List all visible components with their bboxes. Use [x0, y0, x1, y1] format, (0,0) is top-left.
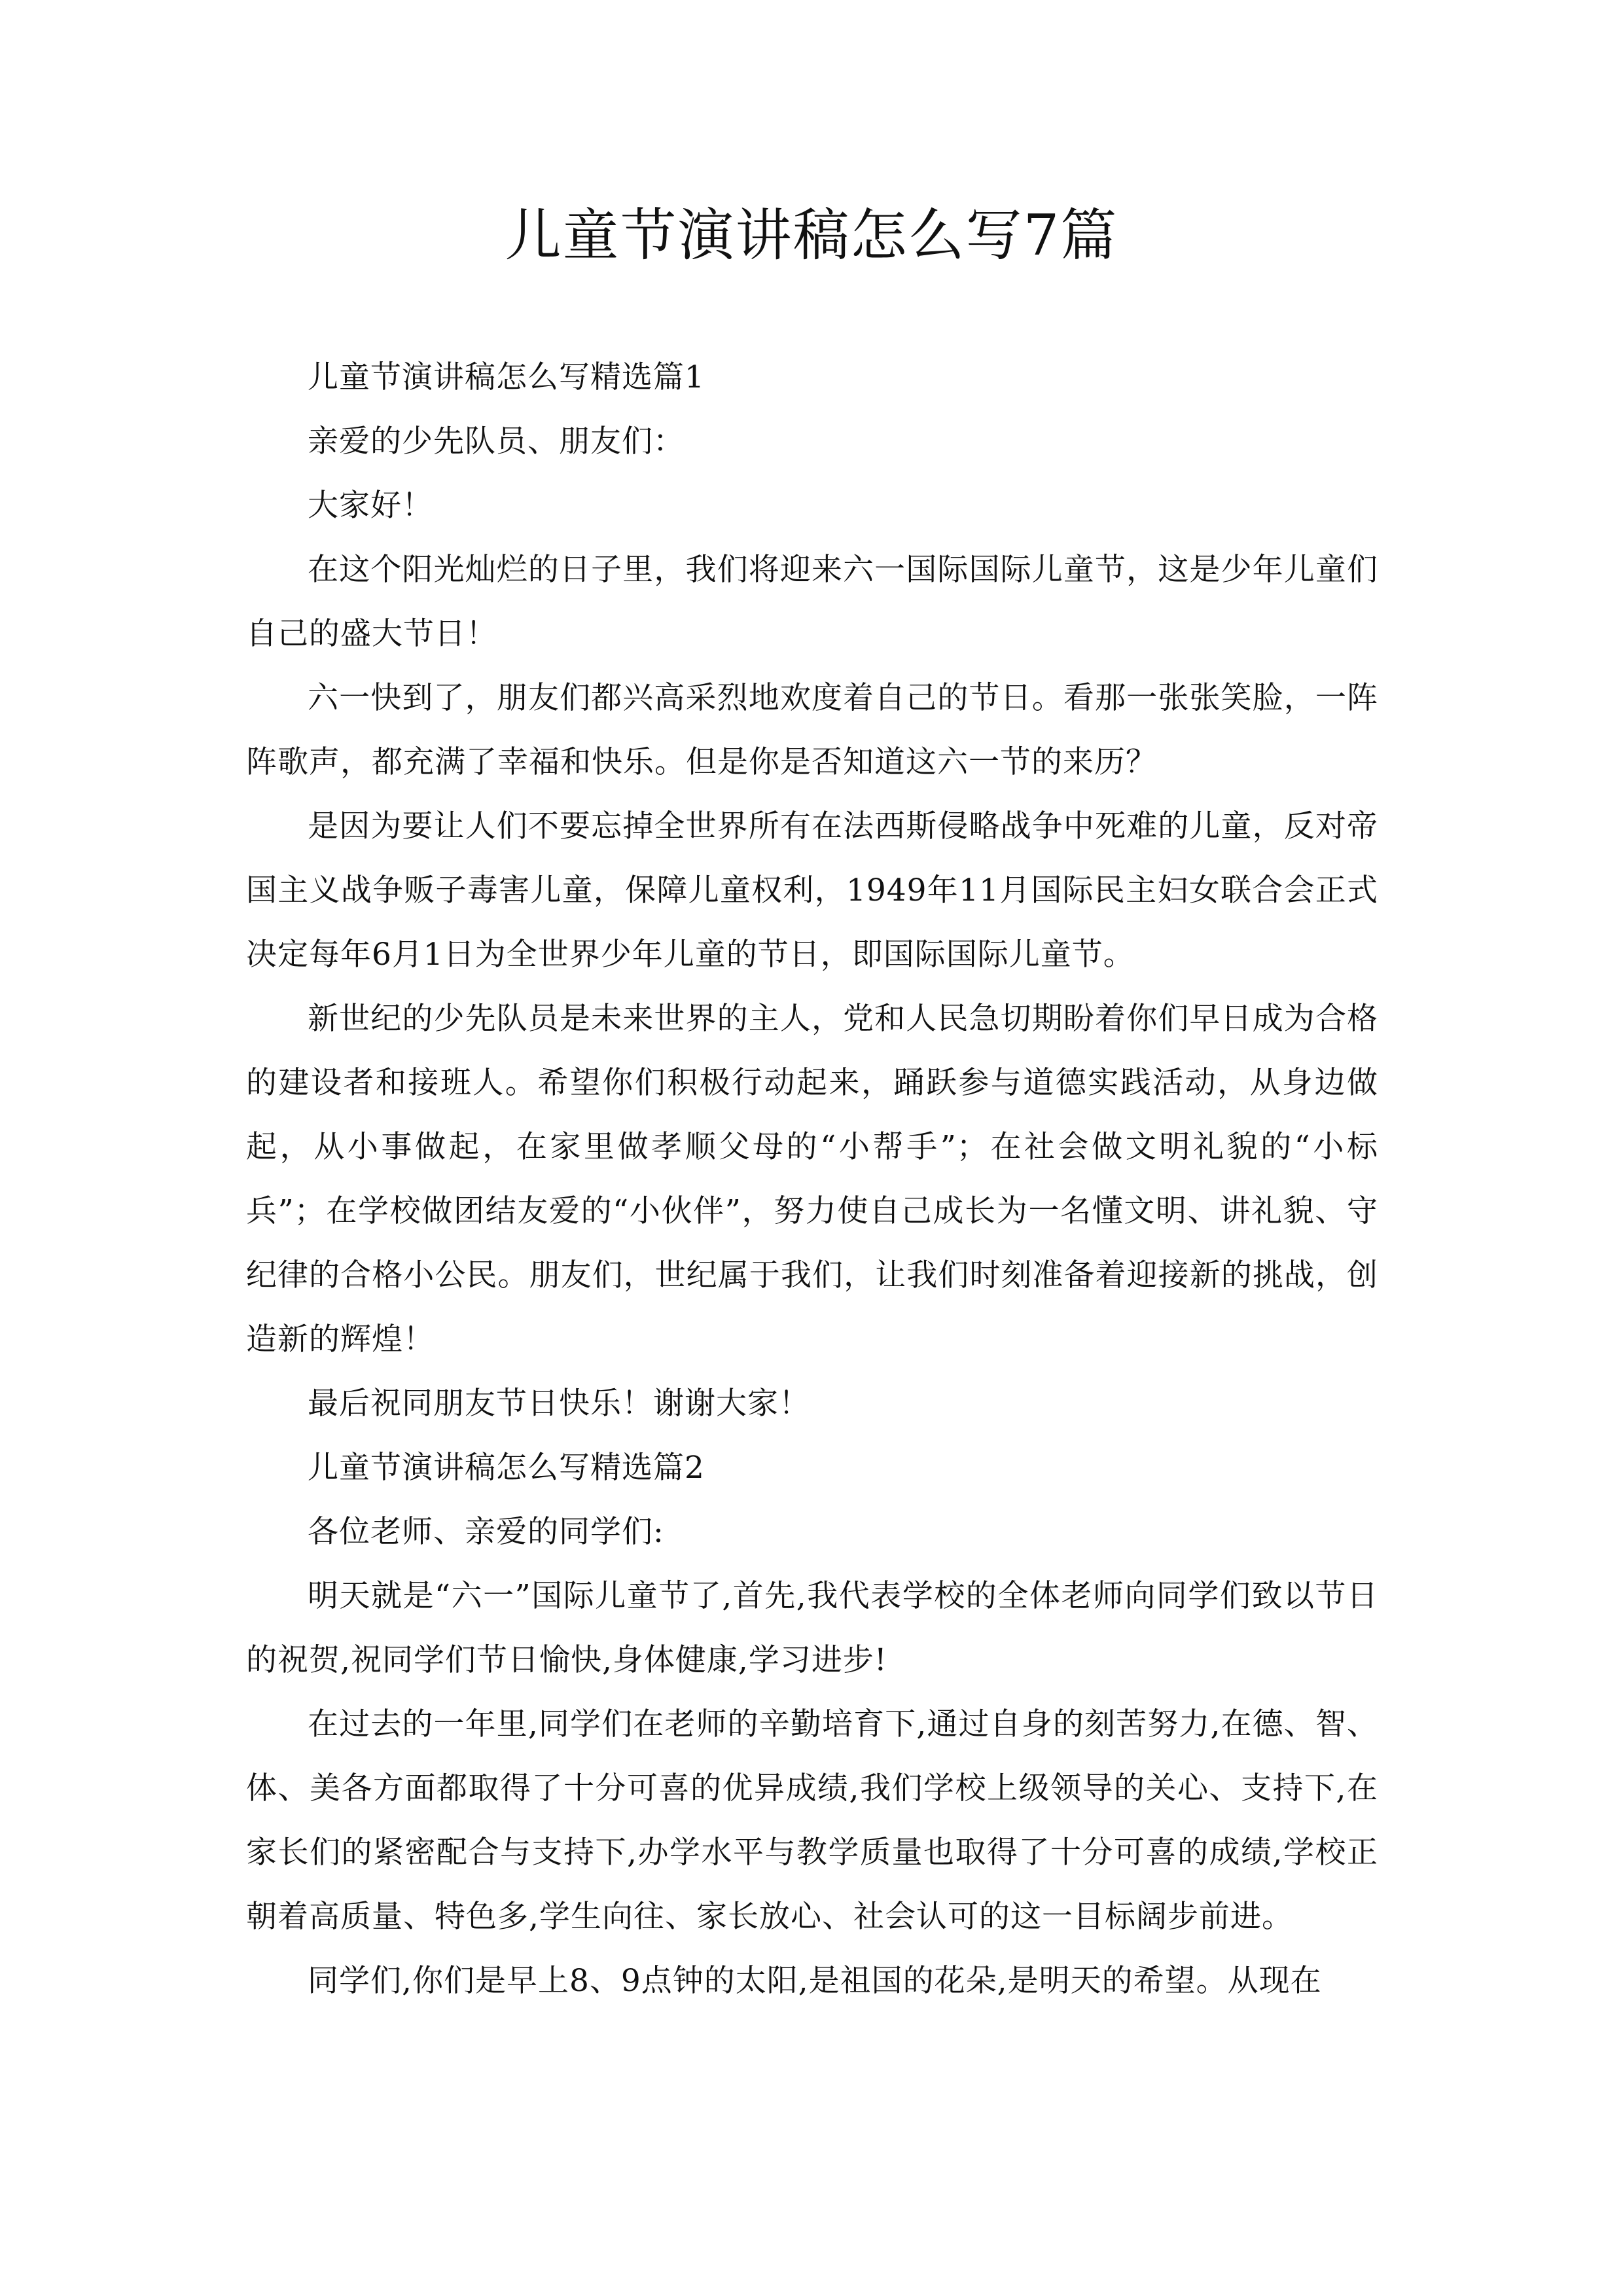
salutation: 各位老师、亲爱的同学们:	[308, 1514, 664, 1550]
body-paragraph: 在过去的一年里,同学们在老师的辛勤培育下,通过自身的刻苦努力,在德、智、体、美各方面都取得了十分可喜的优异成绩,我们学校上级领导的关心、支持下,在家长们的紧密配合与支持下,办学水平与教学质量也取得了十分可喜的成绩,学校正朝着高质量、特色多,学生向往、家长放心、社会认可的这一目标阔步前进。	[246, 1706, 1378, 1935]
section-heading-2: 儿童节演讲稿怎么写精选篇2	[308, 1450, 705, 1486]
salutation: 亲爱的少先队员、朋友们：	[308, 423, 685, 459]
body-paragraph: 同学们,你们是早上8、9点钟的太阳,是祖国的花朵,是明天的希望。从现在	[308, 1963, 1322, 1999]
document-body	[246, 346, 1378, 2013]
closing-line: 最后祝同朋友节日快乐！谢谢大家！	[308, 1386, 810, 1422]
document-title: 儿童节演讲稿怎么写7篇	[505, 203, 1118, 268]
body-paragraph: 新世纪的少先队员是未来世界的主人，党和人民急切期盼着你们早日成为合格的建设者和接班人。希望你们积极行动起来，踊跃参与道德实践活动，从身边做起，从小事做起，在家里做孝顺父母的“小帮手”；在社会做文明礼貌的“小标兵”；在学校做团结友爱的“小伙伴”，努力使自己成长为一名懂文明、讲礼貌、守纪律的合格小公民。朋友们，世纪属于我们，让我们时刻准备着迎接新的挑战，创造新的辉煌！	[246, 1001, 1378, 1357]
body-paragraph: 在这个阳光灿烂的日子里，我们将迎来六一国际国际儿童节，这是少年儿童们自己的盛大节日！	[246, 552, 1378, 652]
section-heading-1: 儿童节演讲稿怎么写精选篇1	[308, 359, 705, 395]
body-paragraph: 六一快到了，朋友们都兴高采烈地欢度着自己的节日。看那一张张笑脸，一阵阵歌声，都充满了幸福和快乐。但是你是否知道这六一节的来历？	[246, 680, 1378, 780]
body-paragraph: 是因为要让人们不要忘掉全世界所有在法西斯侵略战争中死难的儿童，反对帝国主义战争贩子毒害儿童，保障儿童权利，1949年11月国际民主妇女联合会正式决定每年6月1日为全世界少年儿童的节日，即国际国际儿童节。	[246, 808, 1378, 973]
greeting: 大家好！	[308, 488, 433, 524]
body-paragraph: 明天就是“六一”国际儿童节了,首先,我代表学校的全体老师向同学们致以节日的祝贺,祝同学们节日愉快,身体健康,学习进步!	[246, 1578, 1378, 1678]
